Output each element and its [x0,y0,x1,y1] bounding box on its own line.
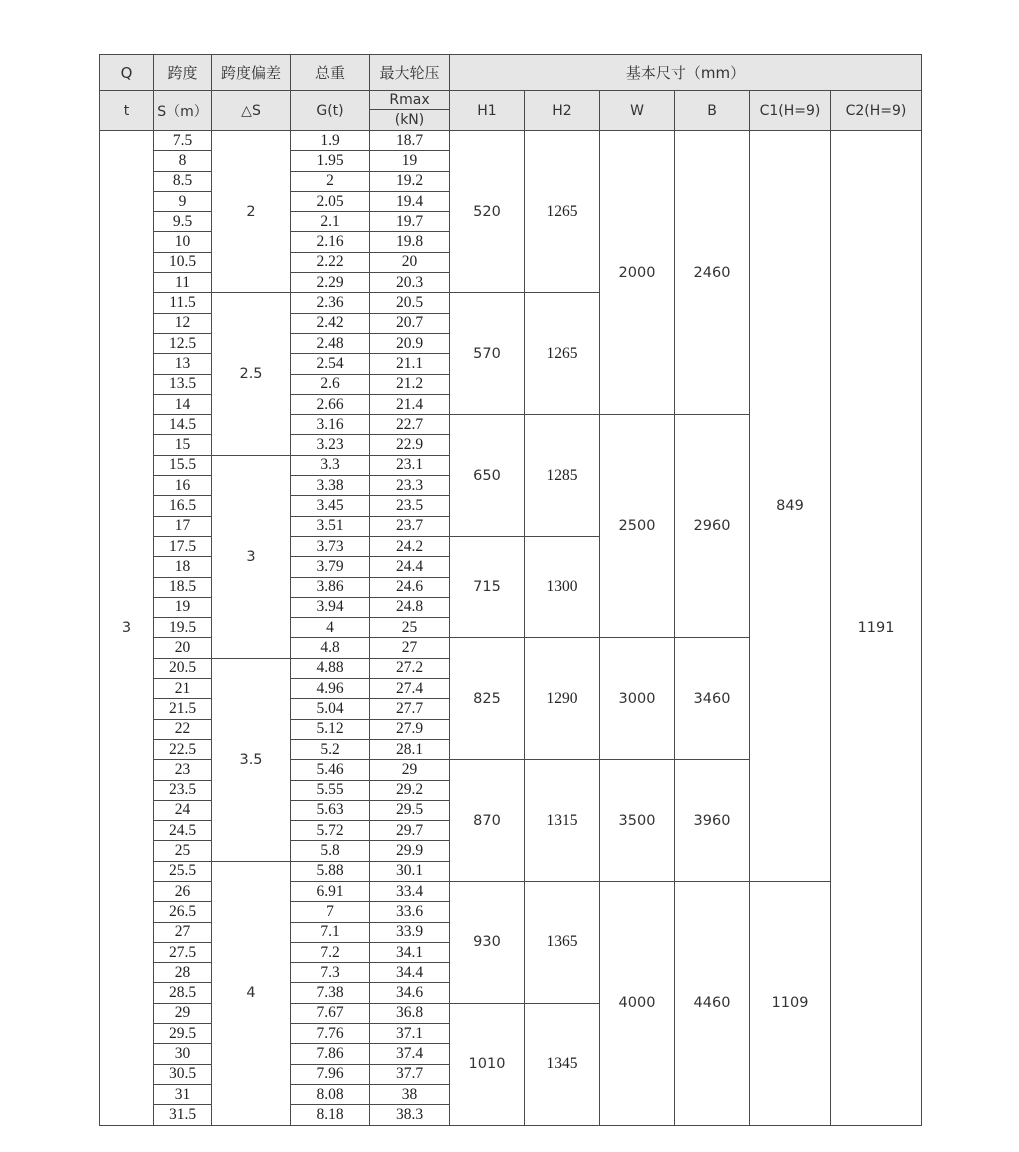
wheel-pressure-cell: 37.7 [370,1064,450,1084]
weight-cell: 6.91 [291,881,370,901]
weight-cell: 5.12 [291,719,370,739]
weight-cell: 3.16 [291,415,370,435]
wheel-pressure-cell: 24.2 [370,536,450,556]
wheel-pressure-cell: 29.2 [370,780,450,800]
header-delta-s: △S [212,91,291,131]
b-cell: 2460 [675,131,750,415]
span-cell: 26.5 [154,902,212,922]
header-b: B [675,91,750,131]
span-cell: 30.5 [154,1064,212,1084]
span-cell: 18 [154,557,212,577]
capacity-cell: 3 [100,131,154,1126]
h2-cell: 1265 [525,293,600,415]
w-cell: 2000 [600,131,675,415]
span-cell: 16.5 [154,496,212,516]
span-cell: 14 [154,394,212,414]
span-cell: 13 [154,354,212,374]
weight-cell: 4.8 [291,638,370,658]
h2-cell: 1345 [525,1003,600,1125]
weight-cell: 5.72 [291,821,370,841]
header-q: Q [100,55,154,91]
wheel-pressure-cell: 23.7 [370,516,450,536]
weight-cell: 3.51 [291,516,370,536]
wheel-pressure-cell: 33.9 [370,922,450,942]
weight-cell: 2.48 [291,333,370,353]
wheel-pressure-cell: 19.8 [370,232,450,252]
wheel-pressure-cell: 34.4 [370,963,450,983]
wheel-pressure-cell: 36.8 [370,1003,450,1023]
span-cell: 15.5 [154,455,212,475]
header-span: 跨度 [154,55,212,91]
wheel-pressure-cell: 30.1 [370,861,450,881]
header-unit-t: t [100,91,154,131]
weight-cell: 5.88 [291,861,370,881]
weight-cell: 3.86 [291,577,370,597]
span-cell: 17 [154,516,212,536]
weight-cell: 5.55 [291,780,370,800]
wheel-pressure-cell: 34.6 [370,983,450,1003]
wheel-pressure-cell: 21.1 [370,354,450,374]
wheel-pressure-cell: 25 [370,618,450,638]
weight-cell: 7.38 [291,983,370,1003]
wheel-pressure-cell: 19.4 [370,191,450,211]
header-h2: H2 [525,91,600,131]
header-max-wheel-pressure: 最大轮压 [370,55,450,91]
weight-cell: 7.67 [291,1003,370,1023]
span-cell: 29 [154,1003,212,1023]
wheel-pressure-cell: 23.3 [370,476,450,496]
b-cell: 4460 [675,881,750,1125]
b-cell: 3960 [675,760,750,882]
header-total-weight: 总重 [291,55,370,91]
weight-cell: 7.2 [291,942,370,962]
span-cell: 9.5 [154,212,212,232]
weight-cell: 2 [291,171,370,191]
weight-cell: 3.45 [291,496,370,516]
span-cell: 14.5 [154,415,212,435]
span-deviation-cell: 2 [212,131,291,293]
weight-cell: 3.38 [291,476,370,496]
wheel-pressure-cell: 24.4 [370,557,450,577]
weight-cell: 5.04 [291,699,370,719]
span-cell: 22.5 [154,739,212,759]
weight-cell: 4.88 [291,658,370,678]
h1-cell: 570 [450,293,525,415]
span-cell: 21.5 [154,699,212,719]
wheel-pressure-cell: 22.9 [370,435,450,455]
span-cell: 31.5 [154,1105,212,1125]
weight-cell: 7.86 [291,1044,370,1064]
wheel-pressure-cell: 21.2 [370,374,450,394]
h1-cell: 520 [450,131,525,293]
header-basic-dimensions: 基本尺寸（mm） [450,55,922,91]
header-kn-unit: (kN) [370,110,450,131]
span-cell: 26 [154,881,212,901]
wheel-pressure-cell: 37.4 [370,1044,450,1064]
wheel-pressure-cell: 29 [370,760,450,780]
span-cell: 31 [154,1084,212,1104]
span-cell: 9 [154,191,212,211]
weight-cell: 3.73 [291,536,370,556]
wheel-pressure-cell: 34.1 [370,942,450,962]
wheel-pressure-cell: 19.7 [370,212,450,232]
b-cell: 3460 [675,638,750,760]
wheel-pressure-cell: 27.9 [370,719,450,739]
weight-cell: 3.79 [291,557,370,577]
weight-cell: 5.63 [291,800,370,820]
h1-cell: 870 [450,760,525,882]
wheel-pressure-cell: 37.1 [370,1024,450,1044]
wheel-pressure-cell: 27.4 [370,679,450,699]
span-cell: 25 [154,841,212,861]
span-cell: 8 [154,151,212,171]
h1-cell: 650 [450,415,525,537]
weight-cell: 3.23 [291,435,370,455]
wheel-pressure-cell: 20.5 [370,293,450,313]
weight-cell: 2.1 [291,212,370,232]
span-cell: 29.5 [154,1024,212,1044]
weight-cell: 7.1 [291,922,370,942]
span-cell: 24.5 [154,821,212,841]
header-h1: H1 [450,91,525,131]
span-cell: 19.5 [154,618,212,638]
span-cell: 12.5 [154,333,212,353]
header-rmax: Rmax [370,91,450,110]
h2-cell: 1365 [525,881,600,1003]
span-cell: 7.5 [154,131,212,151]
span-cell: 12 [154,313,212,333]
weight-cell: 8.08 [291,1084,370,1104]
wheel-pressure-cell: 20 [370,252,450,272]
weight-cell: 2.22 [291,252,370,272]
w-cell: 3000 [600,638,675,760]
span-cell: 27.5 [154,942,212,962]
span-cell: 28.5 [154,983,212,1003]
weight-cell: 7.3 [291,963,370,983]
h2-cell: 1290 [525,638,600,760]
span-cell: 21 [154,679,212,699]
span-cell: 23 [154,760,212,780]
wheel-pressure-cell: 19 [370,151,450,171]
span-cell: 11.5 [154,293,212,313]
weight-cell: 1.95 [291,151,370,171]
weight-cell: 7.76 [291,1024,370,1044]
header-row-1 [100,55,922,91]
weight-cell: 2.29 [291,273,370,293]
h2-cell: 1265 [525,131,600,293]
header-row-2 [100,91,922,110]
weight-cell: 4 [291,618,370,638]
wheel-pressure-cell: 21.4 [370,394,450,414]
span-cell: 17.5 [154,536,212,556]
w-cell: 2500 [600,415,675,638]
weight-cell: 5.46 [291,760,370,780]
weight-cell: 2.16 [291,232,370,252]
header-c1: C1(H=9) [750,91,831,131]
h1-cell: 930 [450,881,525,1003]
weight-cell: 8.18 [291,1105,370,1125]
wheel-pressure-cell: 20.9 [370,333,450,353]
c2-cell: 1191 [831,131,922,1126]
span-cell: 27 [154,922,212,942]
span-cell: 28 [154,963,212,983]
span-cell: 20.5 [154,658,212,678]
weight-cell: 7 [291,902,370,922]
header-weight-unit: G(t) [291,91,370,131]
weight-cell: 5.8 [291,841,370,861]
weight-cell: 1.9 [291,131,370,151]
span-deviation-cell: 2.5 [212,293,291,455]
w-cell: 4000 [600,881,675,1125]
weight-cell: 2.42 [291,313,370,333]
h2-cell: 1315 [525,760,600,882]
span-cell: 13.5 [154,374,212,394]
wheel-pressure-cell: 29.9 [370,841,450,861]
h2-cell: 1285 [525,415,600,537]
crane-spec-table [99,54,922,1126]
weight-cell: 2.54 [291,354,370,374]
w-cell: 3500 [600,760,675,882]
table-row [100,131,922,151]
span-cell: 23.5 [154,780,212,800]
wheel-pressure-cell: 20.3 [370,273,450,293]
header-span-unit: S（m） [154,91,212,131]
span-cell: 10 [154,232,212,252]
wheel-pressure-cell: 19.2 [370,171,450,191]
wheel-pressure-cell: 33.4 [370,881,450,901]
weight-cell: 2.36 [291,293,370,313]
c1-cell: 1109 [750,881,831,1125]
wheel-pressure-cell: 18.7 [370,131,450,151]
span-deviation-cell: 3 [212,455,291,658]
header-c2: C2(H=9) [831,91,922,131]
span-deviation-cell: 3.5 [212,658,291,861]
span-cell: 25.5 [154,861,212,881]
weight-cell: 3.3 [291,455,370,475]
weight-cell: 5.2 [291,739,370,759]
wheel-pressure-cell: 23.1 [370,455,450,475]
span-cell: 11 [154,273,212,293]
span-cell: 24 [154,800,212,820]
wheel-pressure-cell: 28.1 [370,739,450,759]
span-cell: 22 [154,719,212,739]
span-cell: 15 [154,435,212,455]
b-cell: 2960 [675,415,750,638]
wheel-pressure-cell: 29.7 [370,821,450,841]
weight-cell: 2.05 [291,191,370,211]
wheel-pressure-cell: 27.2 [370,658,450,678]
wheel-pressure-cell: 20.7 [370,313,450,333]
weight-cell: 2.66 [291,394,370,414]
span-cell: 8.5 [154,171,212,191]
wheel-pressure-cell: 27 [370,638,450,658]
wheel-pressure-cell: 23.5 [370,496,450,516]
span-cell: 20 [154,638,212,658]
span-cell: 10.5 [154,252,212,272]
weight-cell: 2.6 [291,374,370,394]
h1-cell: 1010 [450,1003,525,1125]
span-cell: 30 [154,1044,212,1064]
wheel-pressure-cell: 24.6 [370,577,450,597]
h2-cell: 1300 [525,536,600,637]
header-w: W [600,91,675,131]
wheel-pressure-cell: 22.7 [370,415,450,435]
weight-cell: 4.96 [291,679,370,699]
c1-cell: 849 [750,131,831,882]
wheel-pressure-cell: 27.7 [370,699,450,719]
weight-cell: 3.94 [291,597,370,617]
wheel-pressure-cell: 24.8 [370,597,450,617]
span-cell: 16 [154,476,212,496]
h1-cell: 715 [450,536,525,637]
h1-cell: 825 [450,638,525,760]
header-span-deviation: 跨度偏差 [212,55,291,91]
wheel-pressure-cell: 38.3 [370,1105,450,1125]
wheel-pressure-cell: 33.6 [370,902,450,922]
wheel-pressure-cell: 29.5 [370,800,450,820]
weight-cell: 7.96 [291,1064,370,1084]
span-cell: 18.5 [154,577,212,597]
wheel-pressure-cell: 38 [370,1084,450,1104]
span-cell: 19 [154,597,212,617]
span-deviation-cell: 4 [212,861,291,1125]
